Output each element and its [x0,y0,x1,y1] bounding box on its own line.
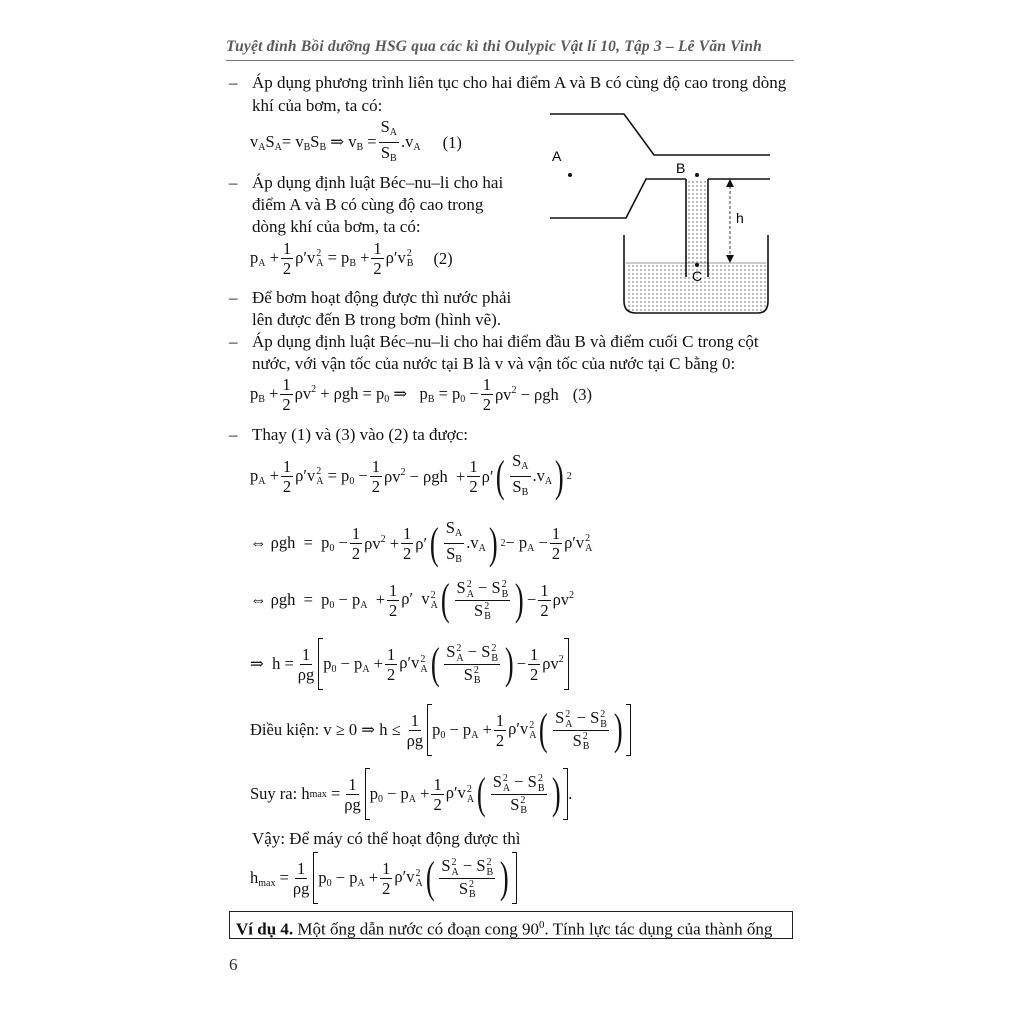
point-b [695,173,699,177]
pump-diagram [540,105,780,325]
pipe-upper-wall [550,114,770,155]
p5-text: Thay (1) và (3) vào (2) ta được: [252,425,468,444]
point-c [695,263,699,267]
equation-3: $p_B$ + $\frac{1}{2}$ $\rho v^2 + \rho gh = p_0$ ⇒ $p_B = p_0$ − $\frac{1}{2}$ $\rho v^2 - \rho gh$ (3) [250,375,592,414]
hmax-derivation: Suy ra: h max = $\frac{1}{\rho g}$ $p_0 - p_A$ + $\frac{1}{2}$ ρ′v 2 A ( S 2 A − S 2 B S 2 B ) . [250,769,573,818]
p2-line1: Áp dụng định luật Béc–nu–li cho hai [252,173,504,192]
p3-line1: Để bơm hoạt động được thì nước phải [252,288,512,307]
bullet-dash: – [229,288,238,307]
point-a [568,173,572,177]
equation-5: ⇔ $\rho gh = p_0$ − $\frac{1}{2}$ $\rho v^2$ + $\frac{1}{2}$ ρ′ ( $\frac{S_A}{S_B}$ $.v_A$ ) 2 − $p_A$ − $\frac{1}{2}$ ρ′v 2 A [250,518,593,568]
bullet-dash: – [229,173,238,192]
label-h: h [736,210,744,226]
label-b: B [676,160,686,176]
equation-4: $p_A$ + $\frac{1}{2}$ ρ′v 2 A = $p_0$ − $\frac{1}{2}$ $\rho v^2 - \rho gh$ + $\frac{1}{2}$ ρ′ ( $\frac{S_A}{S_B}$ $.v_A$ ) 2 [250,451,572,501]
page-number: 6 [229,955,238,974]
equation-2: $p_A$ + $\frac{1}{2}$ ρ′v 2 A = $p_B$ + $\frac{1}{2}$ ρ′v 2 B (2) [250,239,453,278]
p2-line3: dòng khí của bơm, ta có: [252,217,421,236]
p4-line2: nước, với vận tốc của nước tại B là v và vận tốc của nước tại C bằng 0: [252,354,736,373]
bullet-dash: – [229,425,238,444]
p1-line2: khí của bơm, ta có: [252,96,383,115]
example-tail: . Tính lực tác dụng của thành ống [544,919,773,939]
example-text: Một ống dẫn nước có đoạn cong 90 [293,919,539,939]
condition-equation: Điều kiện: v ≥ 0 ⇒ h ≤ $\frac{1}{\rho g}$ $p_0 - p_A$ + $\frac{1}{2}$ ρ′v 2 A ( S 2 A − S 2 B S 2 B ) [250,704,631,756]
p2-line2: điểm A và B có cùng độ cao trong [252,195,484,214]
running-header: Tuyệt đỉnh Bồi dưỡng HSG qua các kì thi Oulypic Vật lí 10, Tập 3 – Lê Văn Vinh [226,38,763,55]
hmax-subscript: max [309,788,327,800]
suyra-label: Suy ra: h [250,784,310,803]
header-rule [226,60,794,61]
label-a: A [552,148,562,164]
eq1-label: (1) [442,132,462,152]
equation-6: ⇔ $\rho gh = p_0 - p_A$ + $\frac{1}{2}$ ρ′ v 2 A ( S 2 A − S 2 B S 2 B ) − $\frac{1}{2}$ $\rho v^2$ [250,575,575,624]
hmax-final: $h_{max}$ = $\frac{1}{\rho g}$ $p_0 - p_A$ + $\frac{1}{2}$ ρ′v 2 A ( S 2 A − S 2 B S 2 B ) [250,852,517,904]
p3-line2: lên được đến B trong bơm (hình vẽ). [252,310,502,329]
eq3-label: (3) [572,384,592,404]
pipe-lower-wall [550,179,686,218]
bullet-dash: – [229,332,238,351]
p1-line1: Áp dụng phương trình liên tục cho hai điểm A và B có cùng độ cao trong dòng [252,73,787,92]
eq2-label: (2) [433,248,453,268]
tube-water-column [686,179,708,269]
example-title: Ví dụ 4. [236,919,294,939]
equation-7: ⇒ h = $\frac{1}{\rho g}$ $p_0 - p_A$ + $\frac{1}{2}$ ρ′v 2 A ( S 2 A − S 2 B S 2 B ) − $\frac{1}{2}$ $\rho v^2$ [250,638,569,690]
example-4-box [229,911,793,939]
p4-line1: Áp dụng định luật Béc–nu–li cho hai điểm đầu B và điểm cuối C trong cột [252,332,759,351]
bullet-dash: – [229,73,238,92]
equation-1: $v_AS_A= v_BS_B$ ⇒ $v_B$ = $\frac{S_A}{S_B}$ $.v_A$ (1) [250,117,462,164]
condition-label: Điều kiện: v ≥ 0 ⇒ h ≤ [250,720,401,739]
label-c: C [692,268,703,284]
example-degree: 0 [538,919,545,931]
conclusion-text: Vậy: Để máy có thể hoạt động được thì [252,829,521,848]
